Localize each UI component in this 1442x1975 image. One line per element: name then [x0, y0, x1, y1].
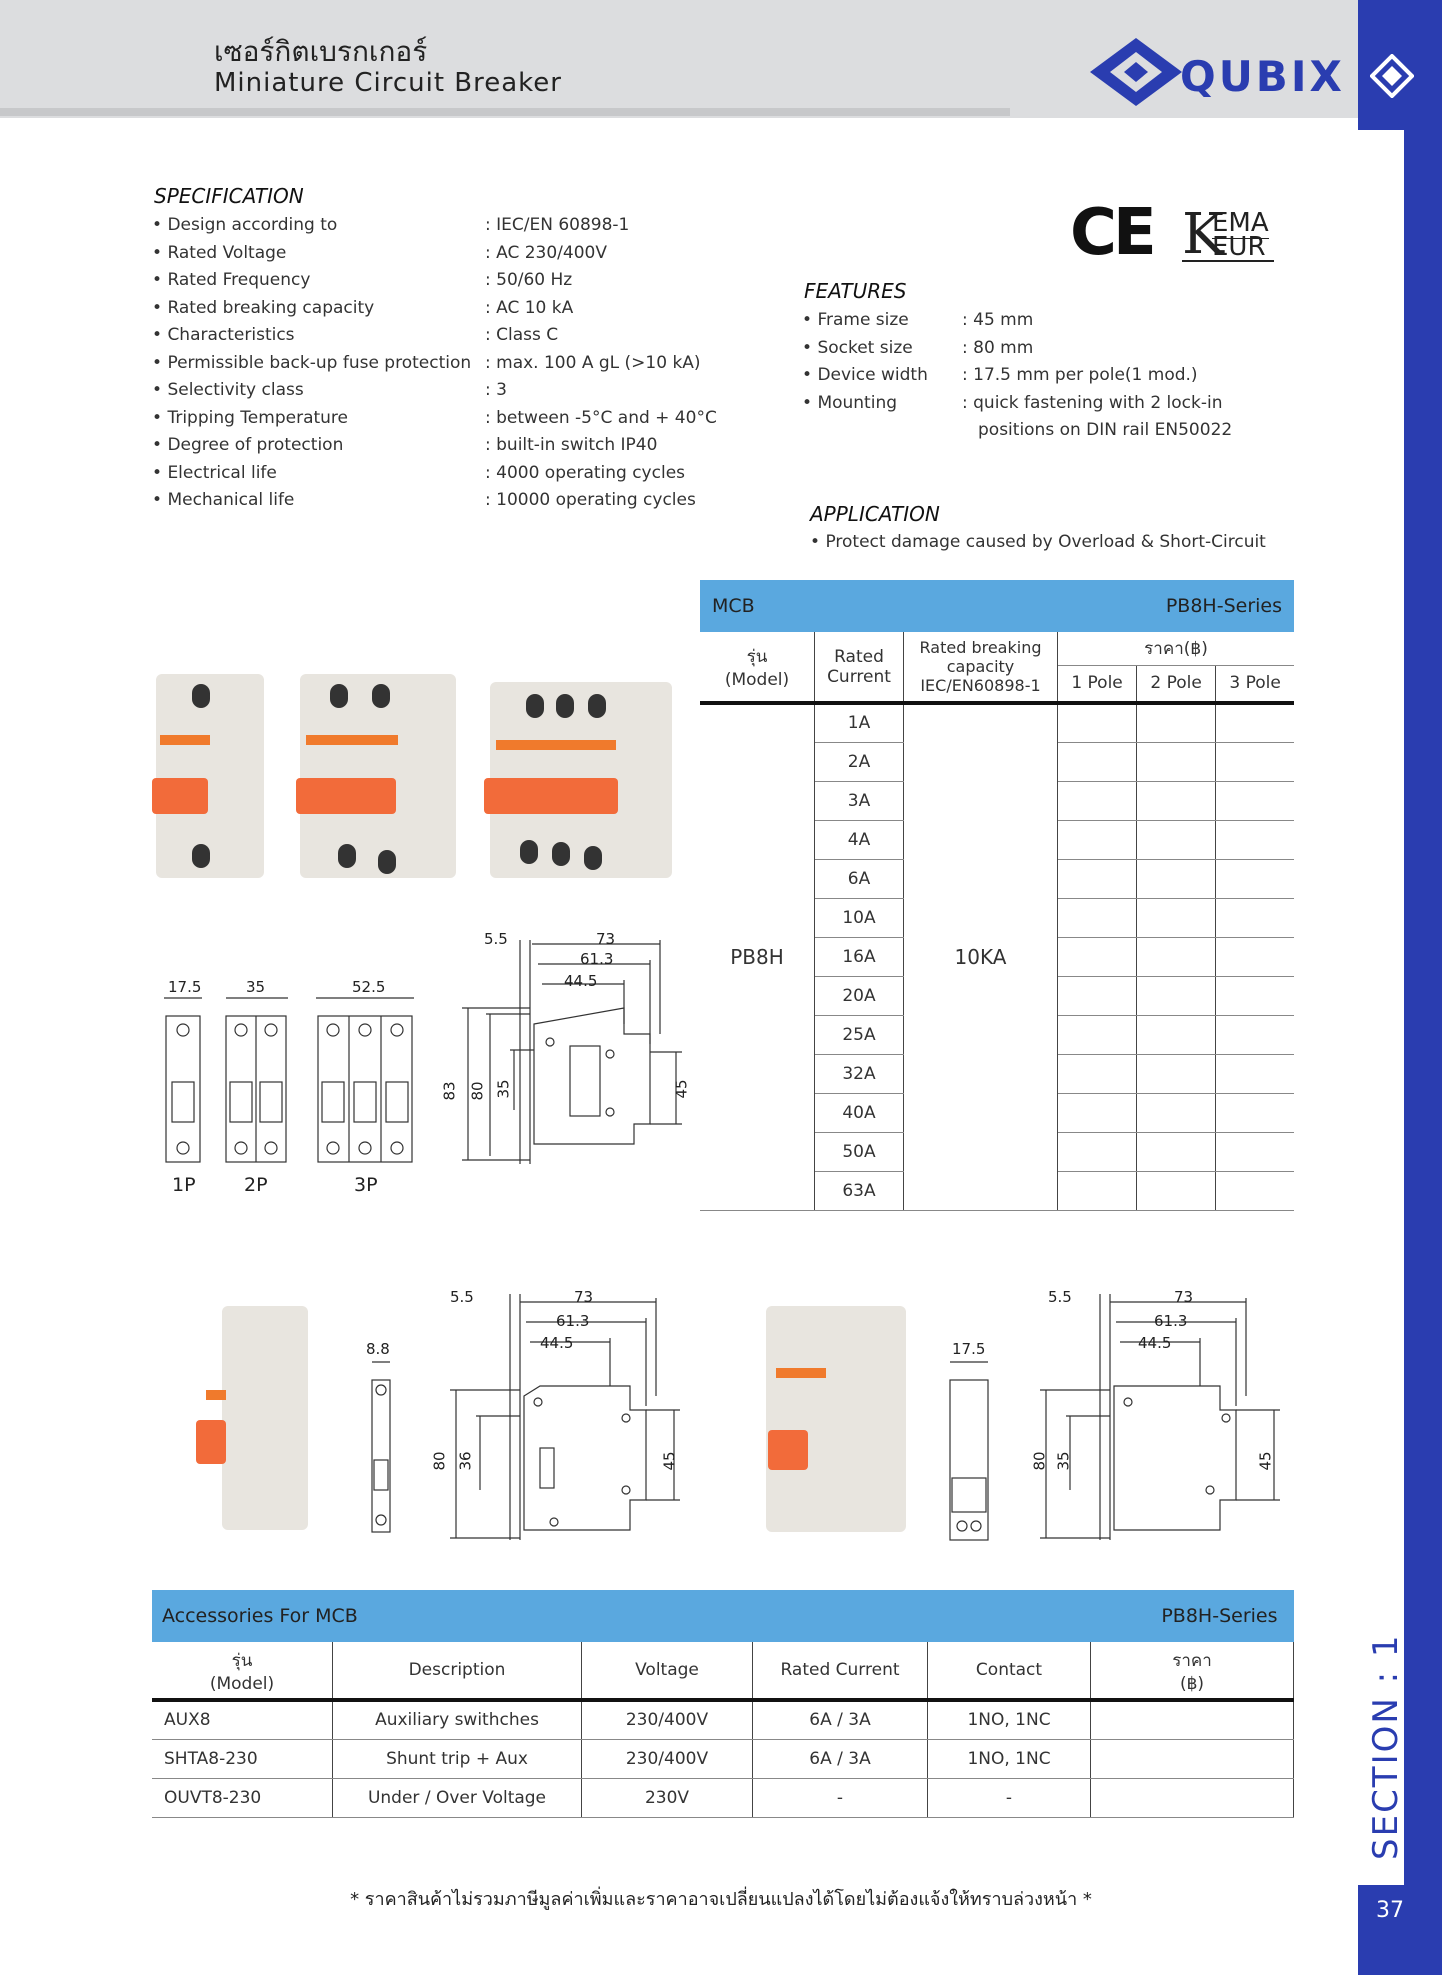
price-cell-1pole	[1058, 703, 1137, 742]
label-2p: 2P	[244, 1174, 268, 1196]
brand-logo-icon	[1086, 34, 1186, 114]
mcb-table-series: PB8H-Series	[1058, 580, 1295, 632]
acc-current-cell: 6A / 3A	[753, 1739, 928, 1778]
mcb-table-title: MCB	[700, 580, 1058, 632]
acc-model-cell: SHTA8-230	[152, 1739, 333, 1778]
application-heading: APPLICATION	[810, 502, 940, 526]
price-cell-1pole	[1058, 1171, 1137, 1210]
dim-aux-613: 61.3	[556, 1312, 590, 1330]
acc-contact-cell: 1NO, 1NC	[928, 1739, 1091, 1778]
dim-aux-80: 80	[430, 1451, 449, 1471]
price-cell-2pole	[1137, 742, 1216, 781]
mcb-current-cell: 25A	[815, 1015, 904, 1054]
dim-side-83: 83	[440, 1081, 459, 1101]
application-text: • Protect damage caused by Overload & Short-Circuit	[810, 532, 1266, 552]
aux-front-drawing	[360, 1360, 400, 1540]
mcb-col-price: ราคา(฿)	[1058, 632, 1295, 665]
acc-voltage-cell: 230V	[582, 1778, 753, 1817]
label-3p: 3P	[354, 1174, 378, 1196]
price-cell-3pole	[1216, 742, 1294, 781]
dim-side-80: 80	[468, 1081, 487, 1101]
acc-model-cell: AUX8	[152, 1700, 333, 1739]
acc-desc-cell: Under / Over Voltage	[333, 1778, 582, 1817]
shunt-front-drawing	[940, 1360, 1000, 1546]
mcb-current-cell: 6A	[815, 859, 904, 898]
price-cell-3pole	[1216, 1132, 1294, 1171]
spec-heading: SPECIFICATION	[154, 184, 304, 208]
price-cell-3pole	[1216, 1171, 1294, 1210]
acc-voltage-cell: 230/400V	[582, 1739, 753, 1778]
dim-aux-55: 5.5	[450, 1288, 474, 1306]
price-cell-1pole	[1058, 898, 1137, 937]
price-cell-2pole	[1137, 820, 1216, 859]
acc-contact-cell: 1NO, 1NC	[928, 1700, 1091, 1739]
price-cell-2pole	[1137, 937, 1216, 976]
dim-width-2p: 35	[246, 978, 266, 996]
page-title-thai: เซอร์กิตเบรกเกอร์	[214, 35, 428, 68]
price-cell-2pole	[1137, 898, 1216, 937]
price-cell-3pole	[1216, 1093, 1294, 1132]
mcb-col-1pole: 1 Pole	[1058, 665, 1137, 703]
dim-width-3p: 52.5	[352, 978, 386, 996]
acc-model-cell: OUVT8-230	[152, 1778, 333, 1817]
price-cell-2pole	[1137, 1171, 1216, 1210]
mcb-capacity-cell: 10KA	[904, 703, 1058, 1210]
mcb-col-2pole: 2 Pole	[1137, 665, 1216, 703]
price-cell-1pole	[1058, 781, 1137, 820]
price-cell-1pole	[1058, 820, 1137, 859]
price-cell-2pole	[1137, 1132, 1216, 1171]
feature-item: • Device width : 17.5 mm per pole(1 mod.)	[802, 365, 1198, 385]
section-band-inner	[1358, 130, 1404, 1885]
dim-side-613: 61.3	[580, 950, 614, 968]
mcb-col-current: Rated Current	[815, 632, 904, 703]
mcb-price-table	[700, 580, 1294, 1211]
acc-col-voltage: Voltage	[582, 1642, 753, 1700]
mcb-col-breaking: Rated breaking capacity IEC/EN60898-1	[904, 632, 1058, 703]
mcb-col-3pole: 3 Pole	[1216, 665, 1294, 703]
table-row	[152, 1778, 1294, 1817]
acc-voltage-cell: 230/400V	[582, 1700, 753, 1739]
dim-shunt-35: 35	[1054, 1451, 1073, 1471]
dim-shunt-445: 44.5	[1138, 1334, 1172, 1352]
mcb-current-cell: 1A	[815, 703, 904, 742]
acc-col-current: Rated Current	[753, 1642, 928, 1700]
section-label: SECTION : 1	[1366, 1633, 1406, 1860]
dim-shunt-80: 80	[1030, 1451, 1049, 1471]
acc-price-cell	[1091, 1700, 1294, 1739]
price-cell-3pole	[1216, 859, 1294, 898]
feature-item: • Frame size : 45 mm	[802, 310, 1034, 330]
mcb-col-model: รุ่น (Model)	[700, 632, 815, 703]
price-cell-1pole	[1058, 937, 1137, 976]
table-row	[700, 703, 1294, 742]
price-cell-3pole	[1216, 1015, 1294, 1054]
brand-mark-icon	[1370, 54, 1414, 98]
mcb-side-drawing	[450, 934, 700, 1174]
label-1p: 1P	[172, 1174, 196, 1196]
dim-shunt-73: 73	[1174, 1288, 1194, 1306]
acc-current-cell: 6A / 3A	[753, 1700, 928, 1739]
features-heading: FEATURES	[804, 279, 907, 303]
dim-shunt-55: 5.5	[1048, 1288, 1072, 1306]
price-cell-2pole	[1137, 976, 1216, 1015]
footer-note: * ราคาสินค้าไม่รวมภาษีมูลค่าเพิ่มและราคาอาจเปลี่ยนแปลงได้โดยไม่ต้องแจ้งให้ทราบล่วงหน้า *	[350, 1889, 1092, 1910]
mcb-model-cell: PB8H	[700, 703, 815, 1210]
price-cell-3pole	[1216, 898, 1294, 937]
kema-top: EMA	[1212, 208, 1269, 238]
price-cell-3pole	[1216, 1054, 1294, 1093]
brand-name: QUBIX	[1180, 52, 1345, 101]
price-cell-2pole	[1137, 781, 1216, 820]
acc-col-desc: Description	[333, 1642, 582, 1700]
price-cell-1pole	[1058, 1054, 1137, 1093]
mcb-current-cell: 16A	[815, 937, 904, 976]
mcb-current-cell: 50A	[815, 1132, 904, 1171]
kema-k: K	[1182, 202, 1224, 267]
dim-side-55: 5.5	[484, 930, 508, 948]
mcb-table-body	[700, 703, 1294, 1210]
price-cell-2pole	[1137, 859, 1216, 898]
price-cell-1pole	[1058, 1093, 1137, 1132]
price-cell-3pole	[1216, 976, 1294, 1015]
dim-shunt-45: 45	[1256, 1451, 1275, 1471]
acc-desc-cell: Auxiliary swithches	[333, 1700, 582, 1739]
dim-aux-36: 36	[456, 1451, 475, 1471]
dim-aux-73: 73	[574, 1288, 594, 1306]
price-cell-2pole	[1137, 1093, 1216, 1132]
price-cell-1pole	[1058, 859, 1137, 898]
price-cell-1pole	[1058, 1132, 1137, 1171]
acc-table-title: Accessories For MCB	[152, 1590, 753, 1642]
header-stripe	[0, 108, 1010, 116]
mcb-current-cell: 40A	[815, 1093, 904, 1132]
table-row	[152, 1739, 1294, 1778]
dim-shunt-613: 61.3	[1154, 1312, 1188, 1330]
acc-table-body	[152, 1700, 1294, 1817]
dim-aux-width: 8.8	[366, 1340, 390, 1358]
feature-item: • Socket size : 80 mm	[802, 337, 1034, 358]
price-cell-1pole	[1058, 742, 1137, 781]
dim-side-35: 35	[494, 1079, 513, 1099]
mcb-current-cell: 32A	[815, 1054, 904, 1093]
mcb-current-cell: 3A	[815, 781, 904, 820]
price-cell-2pole	[1137, 1015, 1216, 1054]
acc-desc-cell: Shunt trip + Aux	[333, 1739, 582, 1778]
acc-price-cell	[1091, 1778, 1294, 1817]
mcb-current-cell: 10A	[815, 898, 904, 937]
acc-col-model: รุ่น (Model)	[152, 1642, 333, 1700]
dim-width-1p: 17.5	[168, 978, 202, 996]
acc-contact-cell: -	[928, 1778, 1091, 1817]
mcb-current-cell: 63A	[815, 1171, 904, 1210]
page-number: 37	[1376, 1898, 1404, 1923]
dim-shunt-width: 17.5	[952, 1340, 986, 1358]
feature-item: • Mounting : quick fastening with 2 lock-in	[802, 392, 1223, 413]
dim-side-445: 44.5	[564, 972, 598, 990]
dim-side-45: 45	[672, 1079, 691, 1099]
acc-col-contact: Contact	[928, 1642, 1091, 1700]
price-cell-2pole	[1137, 1054, 1216, 1093]
table-row	[152, 1700, 1294, 1739]
acc-price-cell	[1091, 1739, 1294, 1778]
ce-mark: CE	[1070, 196, 1153, 270]
acc-col-price: ราคา (฿)	[1091, 1642, 1294, 1700]
price-cell-3pole	[1216, 703, 1294, 742]
mcb-current-cell: 2A	[815, 742, 904, 781]
mcb-front-drawings	[150, 996, 440, 1168]
price-cell-2pole	[1137, 703, 1216, 742]
dim-aux-445: 44.5	[540, 1334, 574, 1352]
dim-aux-45: 45	[660, 1451, 679, 1471]
accessories-table	[152, 1590, 1294, 1818]
price-cell-1pole	[1058, 976, 1137, 1015]
price-cell-3pole	[1216, 781, 1294, 820]
page-title: Miniature Circuit Breaker	[214, 68, 562, 98]
mcb-current-cell: 20A	[815, 976, 904, 1015]
acc-current-cell: -	[753, 1778, 928, 1817]
keur-bottom: EUR	[1212, 232, 1266, 262]
price-cell-3pole	[1216, 820, 1294, 859]
price-cell-1pole	[1058, 1015, 1137, 1054]
mcb-current-cell: 4A	[815, 820, 904, 859]
price-cell-3pole	[1216, 937, 1294, 976]
kema-keur-mark	[1182, 202, 1274, 267]
acc-table-series: PB8H-Series	[753, 1590, 1294, 1642]
dim-side-73: 73	[596, 930, 616, 948]
